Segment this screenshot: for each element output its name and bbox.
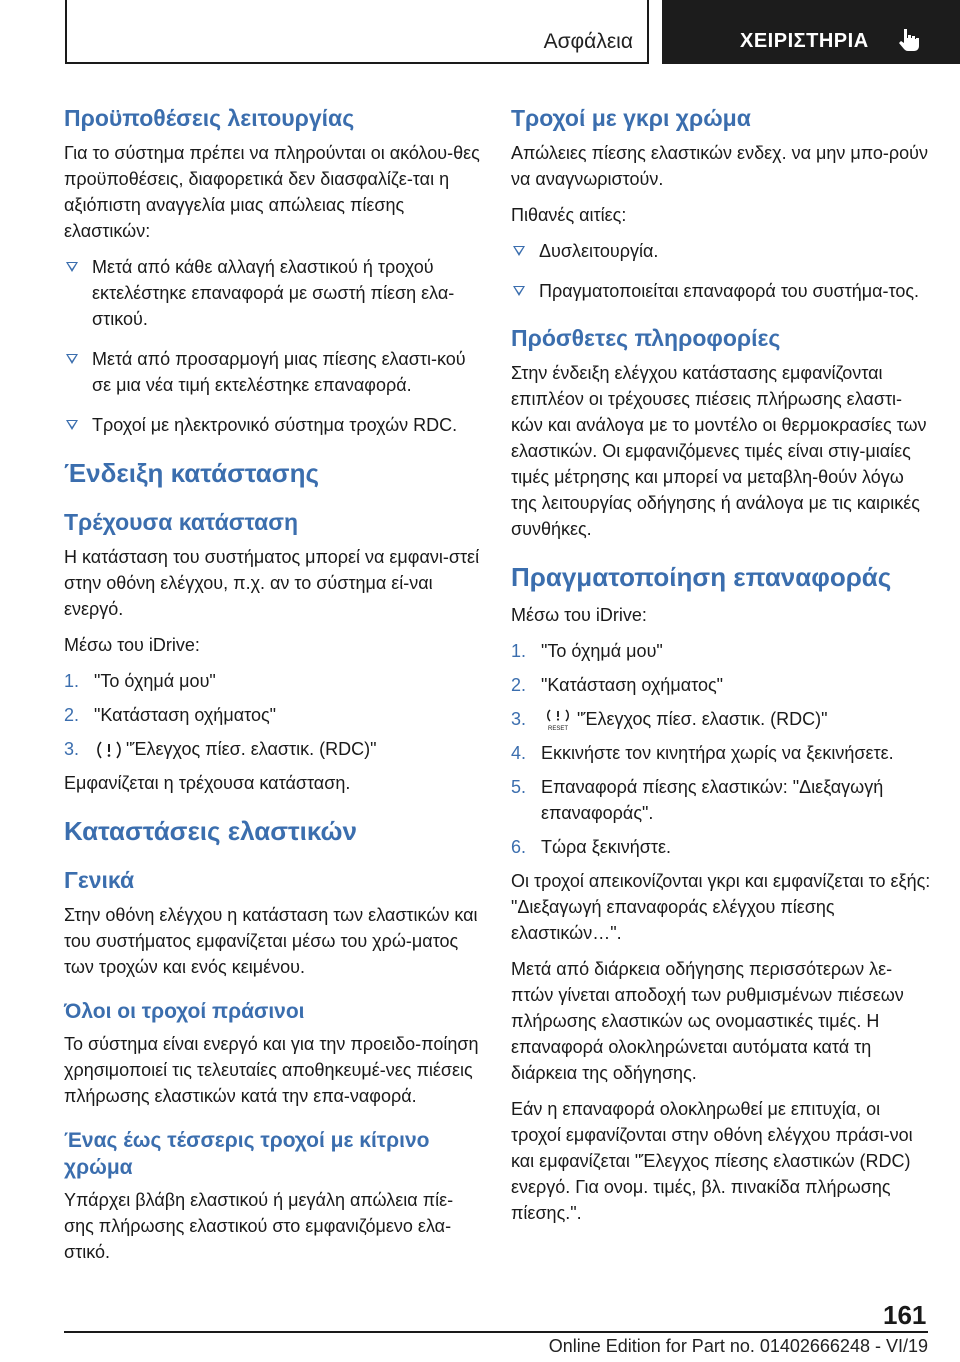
list-item: 3. RESET "Έλεγχος πίεσ. ελαστικ. (RDC)" xyxy=(511,709,828,733)
list-item: 5. Επαναφορά πίεσης ελαστικών: "Διεξαγωγή επαναφοράς". xyxy=(511,777,884,824)
heading-grey-wheels: Τροχοί με γκρι χρώμα xyxy=(511,105,751,131)
right-column xyxy=(511,100,931,1236)
list-item: 2. "Κατάσταση οχήματος" xyxy=(511,675,724,695)
paragraph-prerequisites: Για το σύστημα πρέπει να πληρούνται οι ακόλου-θες προϋποθέσεις, διαφορετικά δεν διασφαλίζε-ται η αξιόπιστη αναγγελία μιας απώλειας πίεσης ελαστικών: xyxy=(64,143,480,241)
left-column xyxy=(64,100,480,1275)
list-item: Μετά από κάθε αλλαγή ελαστικού ή τροχού εκτελέστηκε επαναφορά με σωστή πίεση ελα-στικού. xyxy=(64,254,480,332)
paragraph-possible-causes: Πιθανές αιτίες: xyxy=(511,205,627,225)
tyre-reset-icon xyxy=(543,708,573,732)
paragraph-yellow-wheels: Υπάρχει βλάβη ελαστικού ή μεγάλη απώλεια πίε-σης πλήρωσης ελαστικού στο εμφανιζόμενο ελα-στικό. xyxy=(64,1190,454,1262)
causes-list xyxy=(511,238,931,304)
paragraph-via-idrive: Μέσω του iDrive: xyxy=(64,635,200,655)
heading-general: Γενικά xyxy=(64,867,135,893)
paragraph-after-reset-2: Μετά από διάρκεια οδήγησης περισσότερων λε-πτών γίνεται αποδοχή των ρυθμισμένων πιέσεων πλήρωσης ελαστικών ως ονομαστικές τιμές. Η επαναφορά ολοκληρώνεται αυτόματα κατά τη διάρκεια της οδήγησης. xyxy=(511,959,904,1084)
header-section-label: Ασφάλεια xyxy=(543,30,633,53)
heading-all-green: Όλοι οι τροχοί πράσινοι xyxy=(64,1000,305,1023)
paragraph-general: Στην οθόνη ελέγχου η κατάσταση των ελαστικών και του συστήματος εμφανίζεται μέσω του χρώ-ματος των τροχών και ενός κειμένου. xyxy=(64,905,478,977)
heading-status-display: Ένδειξη κατάστασης xyxy=(64,458,319,488)
header-title-box xyxy=(662,0,960,64)
page-number: 161 xyxy=(883,1300,927,1330)
prerequisites-list xyxy=(64,254,480,438)
paragraph-after-reset-3: Εάν η επαναφορά ολοκληρωθεί με επιτυχία, οι τροχοί εμφανίζονται στην οθόνη ελέγχου πράσι-νοι και εμφανίζεται "Έλεγχος πίεσης ελαστικών (RDC) ενεργό. Για ονομ. τιμές, βλ. πινακίδα πλήρωσης πίεσης.". xyxy=(511,1099,913,1224)
list-item: 3. "Έλεγχος πίεσ. ελαστικ. (RDC)" xyxy=(64,736,480,762)
heading-prerequisites: Προϋποθέσεις λειτουργίας xyxy=(64,105,355,131)
list-item: Τροχοί με ηλεκτρονικό σύστημα τροχών RDC. xyxy=(64,412,480,438)
bullet-triangle-icon xyxy=(66,354,78,364)
paragraph-status-shown: Εμφανίζεται η τρέχουσα κατάσταση. xyxy=(64,773,351,793)
bullet-triangle-icon xyxy=(66,262,78,272)
hand-pointer-icon xyxy=(897,27,919,51)
list-item: 4. Εκκινήστε τον κινητήρα χωρίς να ξεκινήσετε. xyxy=(511,743,894,764)
bullet-triangle-icon xyxy=(513,246,525,256)
footer-rule xyxy=(64,1331,928,1333)
list-item: Πραγματοποιείται επαναφορά του συστήμα-τος. xyxy=(511,278,931,304)
paragraph-additional-info: Στην ένδειξη ελέγχου κατάστασης εμφανίζονται επιπλέον οι τρέχουσες πιέσεις πλήρωσης ελαστι-κών και ανάλογα με το μοντέλο οι θερμοκρασίες των ελαστικών. Οι εμφανιζόμενες τιμές είναι στιγ-μιαίες τιμές μέτρησης και μπορεί να μεταβλη-θούν λόγω της λειτουργίας οδήγησης ή ανάλογα με τις καιρικές συνθήκες. xyxy=(511,363,927,539)
list-item: 1. "Το όχημά μου" xyxy=(511,641,663,661)
header-section-box xyxy=(65,0,649,64)
footer-edition: Online Edition for Part no. 01402666248 - VI/19 xyxy=(548,1336,928,1356)
header-title: ΧΕΙΡΙΣΤΗΡΙΑ xyxy=(740,30,869,52)
bullet-triangle-icon xyxy=(66,420,78,430)
heading-current-status: Τρέχουσα κατάσταση xyxy=(64,509,299,535)
svg-text:RESET: RESET xyxy=(547,726,569,733)
heading-perform-reset: Πραγματοποίηση επαναφοράς xyxy=(511,562,892,592)
heading-tyre-states: Καταστάσεις ελαστικών xyxy=(64,816,357,846)
list-item: 6. Τώρα ξεκινήστε. xyxy=(511,837,672,858)
list-item: Δυσλειτουργία. xyxy=(511,238,931,264)
list-item: Μετά από προσαρμογή μιας πίεσης ελαστι-κού σε μια νέα τιμή εκτελέστηκε επαναφορά. xyxy=(64,346,480,398)
tyre-warning-icon xyxy=(96,739,122,761)
paragraph-via-idrive: Μέσω του iDrive: xyxy=(511,605,647,625)
paragraph-all-green: Το σύστημα είναι ενεργό και για την προειδο-ποίηση χρησιμοποιεί τις τελευταίες αποθηκευμέ-νες πιέσεις πλήρωσης ελαστικών κατά την επα-ναφορά. xyxy=(64,1034,479,1106)
reset-steps-list xyxy=(511,638,931,860)
paragraph-after-reset-1: Οι τροχοί απεικονίζονται γκρι και εμφανίζεται το εξής: "Διεξαγωγή επαναφοράς ελέγχου πίεσης ελαστικών…". xyxy=(511,871,931,944)
status-steps-list xyxy=(64,668,480,762)
heading-additional-info: Πρόσθετες πληροφορίες xyxy=(511,325,781,351)
list-item: 1. "Το όχημά μου" xyxy=(64,671,216,691)
list-item: 2. "Κατάσταση οχήματος" xyxy=(64,705,277,725)
paragraph-current-status: Η κατάσταση του συστήματος μπορεί να εμφανι-στεί στην οθόνη ελέγχου, π.χ. αν το σύστημα εί-ναι ενεργό. xyxy=(64,547,480,619)
heading-yellow-wheels: Ένας έως τέσσερις τροχοί με κίτρινο χρώμα xyxy=(64,1129,430,1179)
paragraph-grey-wheels: Απώλειες πίεσης ελαστικών ενδεχ. να μην μπο-ρούν να αναγνωριστούν. xyxy=(511,143,928,189)
bullet-triangle-icon xyxy=(513,286,525,296)
